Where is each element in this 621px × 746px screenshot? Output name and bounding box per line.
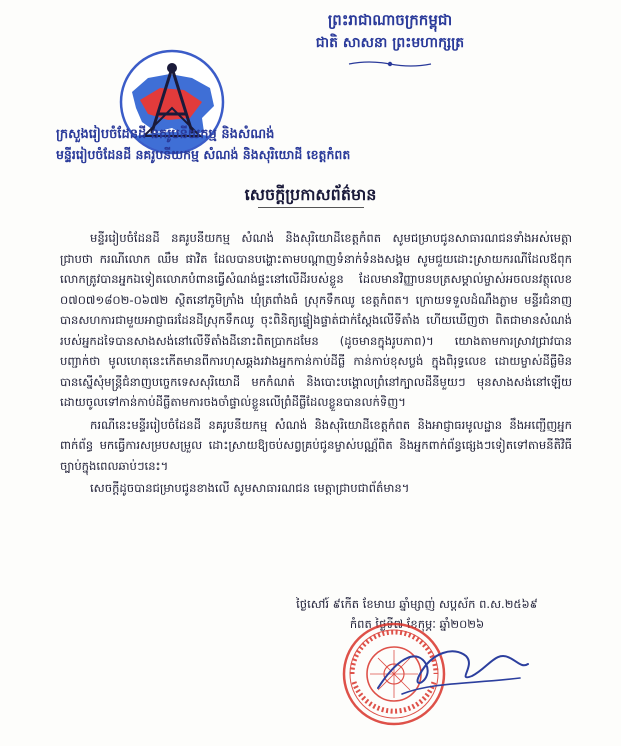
department-name: មន្ទីររៀបចំដែនដី នគរូបនីយកម្ម សំណង់ និងសុរិយោដី ខេត្តកំពត [56, 147, 351, 162]
document-body [60, 228, 572, 501]
signature-icon [372, 630, 532, 710]
paragraph-1: មន្ទីររៀបចំដែនដី នគរូបនីយកម្ម សំណង់ និងសុរិយោដីខេត្តកំពត សូមជម្រាបជូនសាធារណជនទាំងអស់មេត្តាជ្រាបថា ករណីលោក ឈឹម ផាវិត ដែលបានបង្ហោះតាមបណ្តាញទំនាក់ទំនងសង្គម សូមជួយដោះស្រាយករណីដែលឪពុកលោកត្រូវបានអ្នកឯទៀតលោភបំពានធ្វើសំណង់ផ្ទះនៅលើដីរបស់ខ្លួន ដែលមានវិញ្ញាបនបត្រសម្គាល់ម្ចាស់អចលនវត្ថុលេខ ០៧០៧១៨០២-០៦៧២ ស្ថិតនៅភូមិក្រាំង ឃុំត្រពាំងធំ ស្រុកទឹកឈូ ខេត្តកំពត។ ក្រោយទទួលដំណឹងភ្លាម មន្ទីរជំនាញបានសហការជាមួយអាជ្ញាធរដែនដីស្រុកទឹកឈូ ចុះពិនិត្យផ្ទៀងផ្ទាត់ជាក់ស្តែងលើទីតាំង ហើយឃើញថា ពិតជាមានសំណង់របស់អ្នកដទៃបានសាងសង់នៅលើទីតាំងដីនោះពិតប្រាកដមែន (ដូចមានក្នុងរូបភាព)។ យោងតាមការស្រាវជ្រាវបានបញ្ជាក់ថា មូលហេតុនេះកើតមានពីការហុសឆ្គងរវាងអ្នកកាន់កាប់ដីធ្លី កាន់កាប់ខុសប្លង់ ក្នុងពិរុទ្ធលេខ ដោយម្ចាស់ដីធ្លីមិនបានស្នើសុំមន្ត្រីជំនាញបច្ចេកទេសសុរិយោដី មកកំណត់ និងបោះបង្គោលព្រំនៅក្បាលដីនីមួយៗ មុនសាងសង់នៅឡើយ ដោយចូលទៅកាន់កាប់ដីធ្លីតាមការចងចាំផ្ទាល់ខ្លួនលើព្រំដីធ្លីដែលខ្លួនបានលក់ទិញ។ [60, 231, 572, 409]
kingdom-header [240, 8, 540, 73]
paragraph-3: សេចក្តីដូចបានជម្រាបជូនខាងលើ សូមសាធារណជន មេត្តាជ្រាបជាព័ត៌មាន។ [90, 481, 410, 495]
paragraph-2: ករណីនេះមន្ទីររៀបចំដែនដី នគរូបនីយកម្ម សំណង់ និងសុរិយោដីខេត្តកំពត និងអាជ្ញាធរមូលដ្ឋាន នឹងអញ្ជើញអ្នកពាក់ព័ន្ធ មកធ្វើការសម្របសម្រួល ដោះស្រាយឱ្យចប់សព្វគ្រប់ជូនម្ចាស់បណ្ណ័ពិត និងអ្នកពាក់ព័ន្ធផ្សេងៗទៀតទៅតាមនីតិវិធីច្បាប់ក្នុងពេលឆាប់ៗនេះ។ [60, 417, 572, 473]
document-title: សេចក្តីប្រកាសព័ត៌មាន [244, 185, 377, 204]
title-underline [258, 207, 364, 208]
ornament-divider-icon [347, 59, 433, 69]
kingdom-name: ព្រះរាជាណាចក្រកម្ពុជា [327, 11, 453, 29]
solar-date: កំពត ថ្ងៃទី៧ ខែកុម្ភៈ ឆ្នាំ២០២៦ [349, 617, 485, 631]
national-motto: ជាតិ សាសនា ព្រះមហាក្សត្រ [315, 35, 465, 51]
lunar-date: ថ្ងៃសៅរ៍ ៩កើត ខែមាឃ ឆ្នាំម្សាញ់ សប្តស័ក ព.ស.២៥៦៩ [296, 597, 538, 611]
ministry-header [56, 125, 496, 165]
ministry-name: ក្រសួងរៀបចំដែនដី នគរូបនីយកម្ម និងសំណង់ [56, 127, 275, 142]
